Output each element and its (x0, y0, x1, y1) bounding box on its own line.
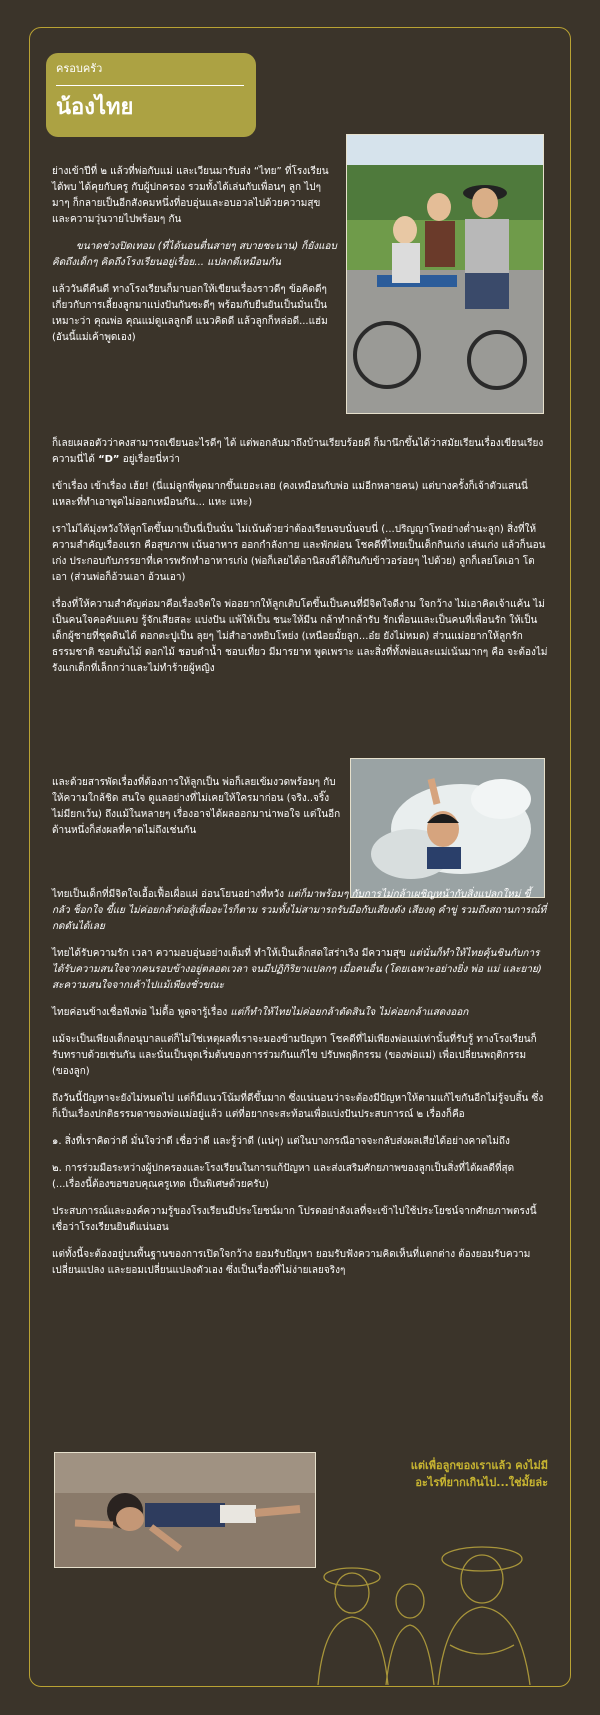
paragraph: และด้วยสารพัดเรื่องที่ต้องการให้ลูกเป็น พ่อก็เลยเข้มงวดพร้อมๆ กับให้ความใกล้ชิด สนใจ ดูแลอย่างที่ไม่เคยให้ใครมาก่อน (จริง..จริ๊ง ไม่มียกเว้น) ถึงแม้ในหลายๆ เรื่องอาจได้ผลออกมาน่าพอใจ แต่ในอีกด้านหนึ่งก็ส่งผลที่คาดไม่ถึงเช่นกัน (52, 777, 341, 836)
paragraph: แต่ทั้งนี้จะต้องอยู่บนพื้นฐานของการเปิดใจกว้าง ยอมรับปัญหา ยอมรับฟังความคิดเห็นที่แตกต่าง ต้องยอมรับความเปลี่ยนแปลง และยอมเปลี่ยนแปลงตัวเอง ซึ่งเป็นเรื่องที่ไม่ง่ายเลยจริงๆ (52, 1249, 531, 1276)
text-column-2 (52, 775, 342, 850)
paragraph-text: ไทยค่อนข้างเชื่อฟังพ่อ ไม่ดื้อ พูดจารู้เรื่อง (52, 1007, 228, 1018)
text-column-1 (52, 164, 337, 346)
family-tricycle-photo (346, 134, 544, 414)
paragraph-italic-text: แต่ก็ทำให้ไทยไม่ค่อยกล้าตัดสินใจ ไม่ค่อยกล้าแสดงออก (230, 1007, 469, 1018)
text-full-2 (52, 887, 548, 1290)
paragraph-text: ไทยได้รับความรัก เวลา ความอบอุ่นอย่างเต็มที่ ทำให้เป็นเด็กสดใสร่าเริง มีความสุข (52, 948, 406, 959)
paragraph (52, 1005, 548, 1021)
paragraph-text: ไทยเป็นเด็กที่มีจิตใจเอื้อเฟื้อเผื่อแผ่ อ่อนโยนอย่างที่หวัง (52, 889, 284, 900)
family-outline-decoration (300, 1535, 550, 1685)
paragraph-text: ก็เลยเผลอตัวว่าคงสามารถเขียนอะไรดีๆ ได้ แต่พอกลับมาถึงบ้านเรียบร้อยดี ก็มานึกขึ้นได้ว่าสมัยเรียนเรื่องเขียนเรียงความนี่ได้ (52, 438, 544, 465)
paragraph: แล้ววันดีคืนดี ทางโรงเรียนก็มาบอกให้เขียนเรื่องราวดีๆ ข้อคิดดีๆ เกี่ยวกับการเลี้ยงลูกมาแบ่งปันกันซะดีๆ พร้อมกับยืนยันเป็นมั่นเป็นเหมาะว่า คุณพ่อ คุณแม่ดูแลลูกดี แนวคิดดี แล้วลูกก็หล่อดี...แฮ่ม (อันนี้แม่เค้าพูดเอง) (52, 284, 328, 343)
paragraph: ประสบการณ์และองค์ความรู้ของโรงเรียนมีประโยชน์มาก โปรดอย่าลังเลที่จะเข้าไปใช้ประโยชน์จากศักยภาพตรงนี้ เชื่อว่าโรงเรียนยินดีแน่นอน (52, 1206, 537, 1233)
closing-caption (338, 1457, 548, 1491)
grade-mark: “D” (98, 454, 120, 465)
splash-illustration (351, 759, 545, 898)
paragraph-italic-text: แต่นั่นก็ทำให้ไทยคุ้นชินกับการได้รับความสนใจจากคนรอบข้างอยู่ตลอดเวลา จนมีปฏิกิริยาแปลกๆ เมื่อคนอื่น (โดยเฉพาะอย่างยิ่ง พ่อ แม่ และยาย) สะความสนใจจากเค้าไปแม้เพียงชั่วขณะ (52, 948, 542, 991)
page-title: น้องไทย (56, 95, 134, 120)
paragraph-italic: ขนาดช่วงปิดเทอม (ที่ได้นอนตื่นสายๆ สบายชะนาน) ก็ยังแอบคิดถึงเด็กๆ คิดถึงโรงเรียนอยู่เรื่อย... แปลกดีเหมือนกัน (52, 241, 337, 268)
list-item: ๑. สิ่งที่เราคิดว่าดี มั่นใจว่าดี เชื่อว่าดี และรู้ว่าดี (แน่ๆ) แต่ในบางกรณีอาจจะกลับส่งผลเสียได้อย่างคาดไม่ถึง (52, 1136, 510, 1147)
boy-mud-photo (54, 1452, 316, 1568)
paragraph-italic-text: แต่ก็มาพร้อมๆ กับการไม่กล้าเผชิญหน้ากับสิ่งแปลกใหม่ ขี้กลัว ช็อกใจ ขี้แย ไม่ค่อยกล้าต่อสู้เพื่ออะไรก็ตาม รวมทั้งไม่สามารถรับมือกับเสียงดัง เสียงดุ คำขู่ รวมถึงสถานการณ์ที่กดดันได้เลย (52, 889, 547, 932)
paragraph: ย่างเข้าปีที่ ๒ แล้วที่พ่อกับแม่ และเวียนมารับส่ง “ไทย” ที่โรงเรียน ได้พบ ได้คุยกับครู กับผู้ปกครอง รวมทั้งได้เล่นกับเพื่อนๆ ลูก ไปๆ มาๆ ก็กลายเป็นอีกสังคมหนึ่งที่อบอุ่นและอบอวลไปด้วยความสุข และความวุ่นวายไปพร้อมๆ กัน (52, 166, 329, 225)
caption-line: แต่เพื่อลูกของเราแล้ว คงไม่มี (410, 1459, 548, 1472)
paragraph: แม้จะเป็นเพียงเด็กอนุบาลแต่ก็ไม่ใช่เหตุผลที่เราจะมองข้ามปัญหา โชคดีที่ไม่เพียงพ่อแม่เท่านั้นที่รับรู้ ทางโรงเรียนก็รับทราบด้วยเช่นกัน และนั่นเป็นจุดเริ่มต้นของการร่วมกันแก้ไข ปรับพฤติกรรม (ของพ่อแม่) เพื่อเปลี่ยนพฤติกรรม (ของลูก) (52, 1034, 537, 1077)
paragraph (52, 946, 548, 994)
caption-line: อะไรที่ยากเกินไป...ใช่มั้ยล่ะ (415, 1476, 548, 1489)
paragraph: เข้าเรื่อง เข้าเรื่อง เฮ้ย! (นี่แม่ลูกพี่พูดมากขึ้นเยอะเลย (คงเหมือนกับพ่อ แม่อีกหลายคน) แต่บางครั้งก็เจ้าตัวแสนนี่แหละที่ทำเอาพูดไม่ออกเหมือนกัน... แหะ แหะ) (52, 481, 528, 508)
paragraph: เรื่องที่ให้ความสำคัญต่อมาคือเรื่องจิตใจ พ่ออยากให้ลูกเติบโตขึ้นเป็นคนที่มีจิตใจดีงาม ใจกว้าง ไม่เอาคิดเจ้าแค้น ไม่เป็นคนใจคอคับแคบ รู้จักเสียสละ แบ่งปัน แพ้ให้เป็น ชนะให้มีน กล้าทำกล้ารับ รักเพื่อนและเป็นคนที่เพื่อนรัก ให้เป็นเด็กผู้ชายที่ชุดดินได้ ตอกตะปูเป็น ลุยๆ ไม่สำอางหยิบโหย่ง (เหนือยมั้ยลูก...อ๋ย ยังไม่หมด) ส่วนแม่อยากให้ลูกรักธรรมชาติ ชอบต้นไม้ ดอกไม้ ชอบดำน้ำ ชอบเที่ยว มีมารยาท พูดเพราะ และสิ่งที่ทั้งพ่อและแม่เน้นมากๆ คือ จะต้องไม่รังแกเด็กที่เล็กกว่าและไม่ทำร้ายผู้หญิง (52, 599, 548, 674)
paragraph (52, 887, 548, 935)
paragraph-tail: อยู่เรื่อยนี่หว่า (122, 454, 180, 465)
text-full-1 (52, 436, 548, 688)
paragraph: เราไม่ได้มุ่งหวังให้ลูกโตขึ้นมาเป็นนี่เป็นนั่น ไม่เน้นด้วยว่าต้องเรียนจบนั่นจบนี่ (...ปริญญาโทอย่างต่ำนะลูก) สิ่งที่ให้ความสำคัญเรื่องแรก คือสุขภาพ เน้นอาหาร ออกกำลังกาย และพักผ่อน โชคดีที่ไทยเป็นเด็กกินเก่ง เล่นเก่ง แล้วก็นอนเก่ง ประกอบกับภรรยาที่เคารพรักทำอาหารเก่ง (พ่อก็เลยได้อานิสงส์ได้กินกับข้าวอร่อยๆ ไปด้วย) ลูกก็เลยโตเอา โตเอา (ส่วนพ่อก็อ้วนเอา อ้วนเอา) (52, 524, 546, 583)
list-item: ๒. การร่วมมือระหว่างผู้ปกครองและโรงเรียนในการแก้ปัญหา และส่งเสริมศักยภาพของลูกเป็นสิ่งที่ได้ผลดีที่สุด (...เรื่องนี้ต้องขอขอบคุณครูเทด เป็นพิเศษด้วยครับ) (52, 1163, 515, 1190)
family-tricycle-illustration (347, 135, 544, 414)
paragraph (52, 436, 548, 468)
section-header (46, 53, 256, 137)
header-divider (56, 85, 244, 86)
section-kicker: ครอบครัว (56, 62, 103, 75)
mud-illustration (55, 1453, 316, 1568)
paragraph: ถึงวันนี้ปัญหาจะยังไม่หมดไป แต่ก็มีแนวโน้มที่ดีขึ้นมาก ซึ่งแน่นอนว่าจะต้องมีปัญหาให้ตามแก้ไขกันอีกไม่รู้จบสิ้น ซึ่งก็เป็นเรื่องปกติธรรมดาของพ่อแม่อยู่แล้ว แต่ที่อยากจะสะท้อนเพื่อแบ่งปันประสบการณ์ ๒ เรื่องก็คือ (52, 1093, 544, 1120)
boy-splashing-photo (350, 758, 545, 898)
